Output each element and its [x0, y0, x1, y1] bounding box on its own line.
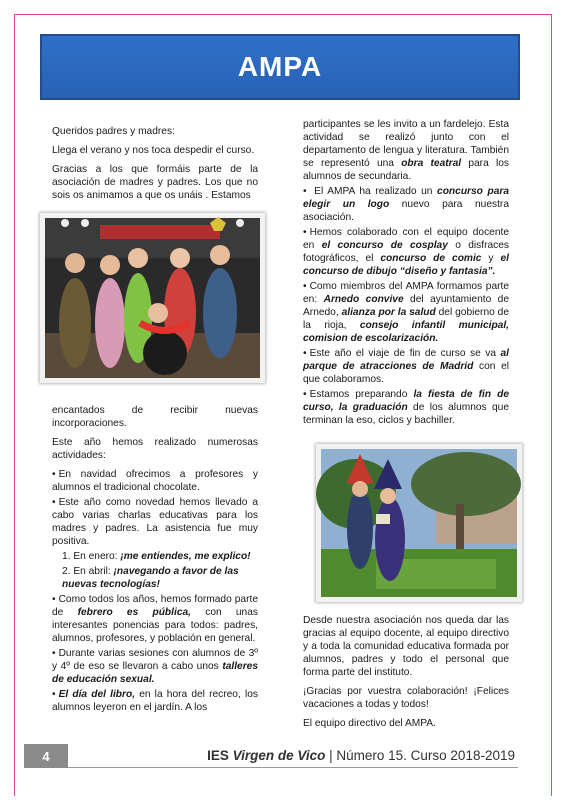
bullet-logo: • El AMPA ha realizado un concurso para elegir un logo nuevo para nuestra asociación.	[303, 185, 509, 224]
bullet-talleres: • Durante varias sesiones con alumnos de 3º y 4º de eso se llevaron a cabo unos talleres de educación sexual.	[52, 647, 258, 686]
bullet-charlas: • Este año como novedad hemos llevado a cabo varias charlas educativas para los madres y padres. La asistencia fue muy positiva.	[52, 496, 258, 548]
paragraph-fardelejo: participantes se les invito a un fardelejo. Esta actividad se realizó junto con el departamento de lengua y literatura. También se representó una obra teatral para los alumnos de secundaria.	[303, 119, 510, 182]
bullet-concursos: • Hemos colaborado con el equipo docente en el concurso de cosplay o disfraces fotográficos, el concurso de comic y el concurso de dibujo “diseño y fantasia”.	[303, 226, 509, 278]
right-column-top	[303, 118, 509, 429]
numbered-item-1: 1. En enero: ¡me entiendes, me explico!	[62, 551, 251, 562]
party-photo	[40, 213, 265, 383]
left-column-bottom	[52, 404, 258, 716]
garden-photo	[316, 444, 522, 602]
garden-photo-image	[316, 444, 522, 602]
bullet-dia-libro: • El día del libro, en la hora del recreo, los alumnos leyeron en el jardín. A los	[52, 688, 258, 714]
party-photo-image	[40, 213, 265, 383]
page-number: 4	[24, 744, 68, 768]
section-title: AMPA	[237, 51, 323, 82]
greeting: Queridos padres y madres:	[52, 126, 175, 137]
bullet-miembros: • Como miembros del AMPA formamos parte en: Arnedo convive del ayuntamiento de Arnedo, alianza por la salud del gobierno de la rioja, consejo infantil municipal, comision de escolarización.	[303, 280, 509, 345]
numbered-item-2: 2. En abril: ¡navegando a favor de las nuevas tecnologías!	[62, 566, 239, 590]
intro-paragraph-2: Gracias a los que formáis parte de la asociación de madres y padres. Los que no sois os animamos a que os unáis . Estamos	[52, 164, 258, 201]
closing-signature: El equipo directivo del AMPA.	[303, 718, 436, 729]
closing-thanks: Desde nuestra asociación nos queda dar las gracias al equipo docente, al equipo directivo y a toda la comunidad educativa formada por alumnos, padres y todo el personal que forma parte del instituto.	[303, 615, 509, 678]
footer-publication: IES Virgen de Vico | Número 15. Curso 2018-2019	[207, 748, 515, 763]
bullet-navidad: • En navidad ofrecimos a profesores y alumnos el tradicional chocolate.	[52, 468, 258, 494]
bullet-viaje: • Este año el viaje de fin de curso se va al parque de atracciones de Madrid con el que colaboramos.	[303, 347, 509, 386]
bullet-febrero: • Como todos los años, hemos formado parte de febrero es pública, con unas interesantes ponencias para todos: padres, alumnos, profesores, y población en general.	[52, 593, 258, 645]
paragraph-3: encantados de recibir nuevas incorporaciones.	[52, 405, 258, 429]
paragraph-4: Este año hemos realizado numerosas actividades:	[52, 437, 258, 461]
footer-rule	[68, 767, 518, 768]
left-column-top	[52, 125, 258, 208]
intro-paragraph-1: Llega el verano y nos toca despedir el curso.	[52, 145, 255, 156]
section-banner	[40, 34, 520, 100]
bullet-fiesta: • Estamos preparando la fiesta de fin de curso, la graduación de los alumnos que terminan la eso, ciclos y bachiller.	[303, 388, 509, 427]
closing-vacaciones: ¡Gracias por vuestra colaboración! ¡Felices vacaciones a todas y todos!	[303, 686, 509, 710]
right-column-bottom	[303, 614, 509, 736]
